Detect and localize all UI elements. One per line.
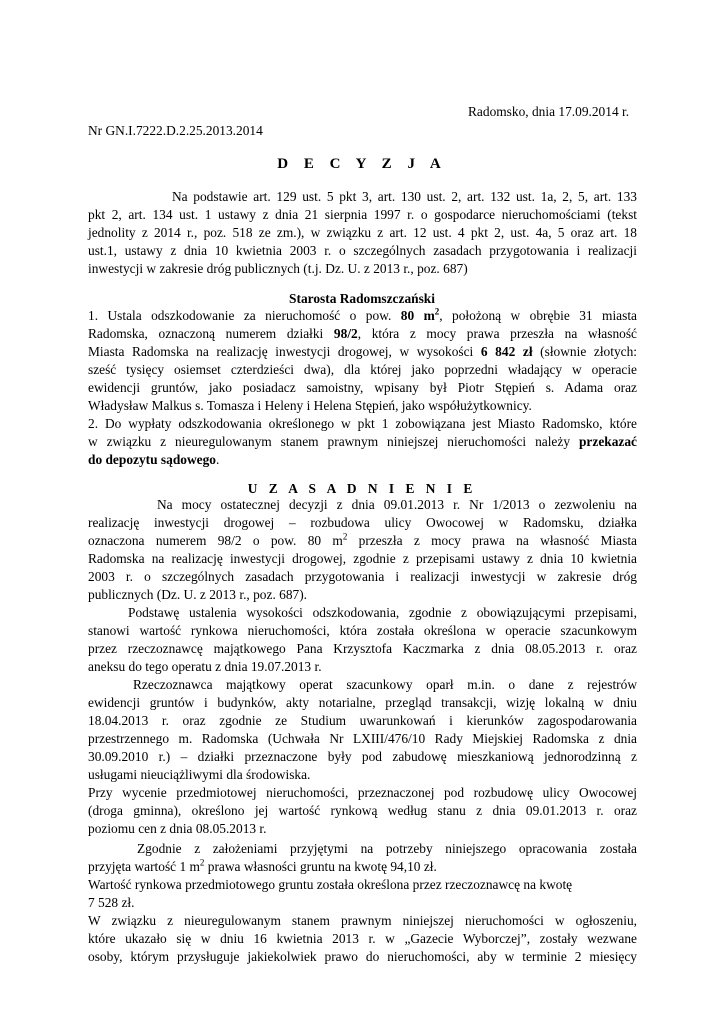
legal-basis-line: jednolity z 2014 r., poz. 518 ze zm.), w związku z art. 12 ust. 4 pkt 2, ust. 4a, 5 oraz art. 18 xyxy=(88,225,637,240)
justification-line: publicznych (Dz. U. z 2013 r., poz. 687). xyxy=(88,587,308,602)
decision-line: Radomska, oznaczoną numerem działki 98/2, która z mocy prawa przeszła na własność xyxy=(88,326,637,341)
justification-line: Przy wycenie przedmiotowej nieruchomości, przeznaczonej pod rozbudowę ulicy Owocowej xyxy=(88,785,637,800)
decision-line: w związku z nieuregulowanym stanem prawnym niniejszej nieruchomości należy przekazać xyxy=(88,434,637,449)
justification-line: Wartość rynkowa przedmiotowego gruntu została określona przez rzeczoznawcę na kwotę xyxy=(88,877,573,892)
justification-line: W związku z nieuregulowanym stanem prawnym niniejszej nieruchomości w ogłoszeniu, xyxy=(88,913,637,928)
legal-basis-line: ust.1, ustawy z dnia 10 kwietnia 2003 r. o szczególnych zasadach przygotowania i realizacji xyxy=(88,243,637,258)
justification-line: 7 528 zł. xyxy=(88,895,135,910)
legal-basis-line: Na podstawie art. 129 ust. 5 pkt 3, art. 130 ust. 2, art. 132 ust. 1a, 2, 5, art. 133 xyxy=(172,189,637,204)
legal-basis-line: inwestycji w zakresie dróg publicznych (t.j. Dz. U. z 2013 r., poz. 687) xyxy=(88,261,468,276)
justification-line: usługami nieuciążliwymi dla środowiska. xyxy=(88,767,311,782)
justification-line: Zgodnie z założeniami przyjętymi na potrzeby niniejszego opracowania została xyxy=(137,841,637,856)
justification-line: ewidencji gruntów i budynków, akty notarialne, przegląd transakcji, wizję lokalną w dniu xyxy=(88,695,637,710)
justification-line: które ukazało się w dniu 16 kwietnia 2013 r. w „Gazecie Wyborczej”, zostały wezwane xyxy=(88,931,637,946)
decision-line: 2. Do wypłaty odszkodowania określonego w pkt 1 zobowiązana jest Miasto Radomsko, które xyxy=(88,416,637,431)
justification-line: 2003 r. o szczególnych zasadach przygotowania i realizacji inwestycji w zakresie dróg xyxy=(88,569,637,584)
authority-heading: Starosta Radomszczański xyxy=(289,291,435,306)
parcel-number: 98/2 xyxy=(333,326,358,341)
justification-line: 18.04.2013 r. oraz zgodnie ze Studium uwarunkowań i kierunków zagospodarowania xyxy=(88,713,637,728)
place-date: Radomsko, dnia 17.09.2014 r. xyxy=(468,104,630,119)
justification-line: Na mocy ostatecznej decyzji z dnia 09.01.2013 r. Nr 1/2013 o zezwoleniu na xyxy=(157,497,637,512)
justification-line: poziomu cen z dnia 08.05.2013 r. xyxy=(88,821,267,836)
decision-line: ewidencji gruntów, jako posiadacz samoistny, wpisany był Piotr Stępień s. Adama oraz xyxy=(88,380,637,395)
justification-line: oznaczona numerem 98/2 o pow. 80 $m^2$ przeszła z mocy prawa na własność Miasta xyxy=(88,531,637,548)
justification-line: (droga gminna), określono jej wartość rynkową według stanu z dnia 09.01.2013 r. oraz xyxy=(88,803,637,818)
decision-line: Miasta Radomska na realizację inwestycji drogowej, w wysokości 6 842 zł (słownie złotych: xyxy=(88,344,638,359)
justification-line: przestrzennego m. Radomska (Uchwała Nr LXIII/476/10 Rady Miejskiej Radomska z dnia xyxy=(88,731,637,746)
justification-line: stanowi wartość rynkowa nieruchomości, która została określona w operacie szacunkowym xyxy=(88,623,637,638)
justification-line: przyjęta wartość 1 $m^2$ prawa własności gruntu na kwotę 94,10 zł. xyxy=(88,857,437,874)
case-number: Nr GN.I.7222.D.2.25.2013.2014 xyxy=(88,123,263,138)
justification-line: Rzeczoznawca majątkowy operat szacunkowy oparł m.in. o dane z rejestrów xyxy=(133,677,637,692)
justification-line: aneksu do tego operatu z dnia 19.07.2013 r. xyxy=(88,659,322,674)
justification-line: osoby, którym przysługuje jakiekolwiek prawo do nieruchomości, aby w terminie 2 miesięcy xyxy=(88,949,637,964)
justification-line: Podstawę ustalenia wysokości odszkodowania, zgodnie z obowiązującymi przepisami, xyxy=(128,605,637,620)
document-title: D E C Y Z J A xyxy=(277,156,447,172)
decision-line: do depozytu sądowego. xyxy=(88,452,220,467)
justification-line: realizację inwestycji drogowej – rozbudowa ulicy Owocowej w Radomsku, działka xyxy=(88,515,637,530)
justification-line: Radomska na realizację inwestycji drogowej, zgodnie z przepisami ustawy z dnia 10 kwietnia xyxy=(88,551,637,566)
compensation-amount: 6 842 zł xyxy=(480,344,533,359)
legal-basis-line: pkt 2, art. 134 ust. 1 ustawy z dnia 21 sierpnia 1997 r. o gospodarce nieruchomościami (tekst xyxy=(88,207,637,222)
justification-line: przez rzeczoznawcę majątkowego Pana Krzysztofa Kaczmarka z dnia 08.05.2013 r. oraz xyxy=(88,641,637,656)
decision-line: 1. Ustala odszkodowanie za nieruchomość o pow. 80 $m^2$, położoną w obrębie 31 miasta xyxy=(88,306,637,323)
justification-heading: U Z A S A D N I E N I E xyxy=(247,481,477,496)
decision-line: Władysław Malkus s. Tomasza i Heleny i Helena Stępień, jako współużytkownicy. xyxy=(88,398,532,413)
decision-line: sześć tysięcy osiemset czterdzieści dwa), dla której jako poprzedni władający w operacie xyxy=(88,362,637,377)
justification-line: 30.09.2010 r.) – działki przeznaczone były pod zabudowę mieszkaniową jednorodzinną z xyxy=(88,749,637,764)
